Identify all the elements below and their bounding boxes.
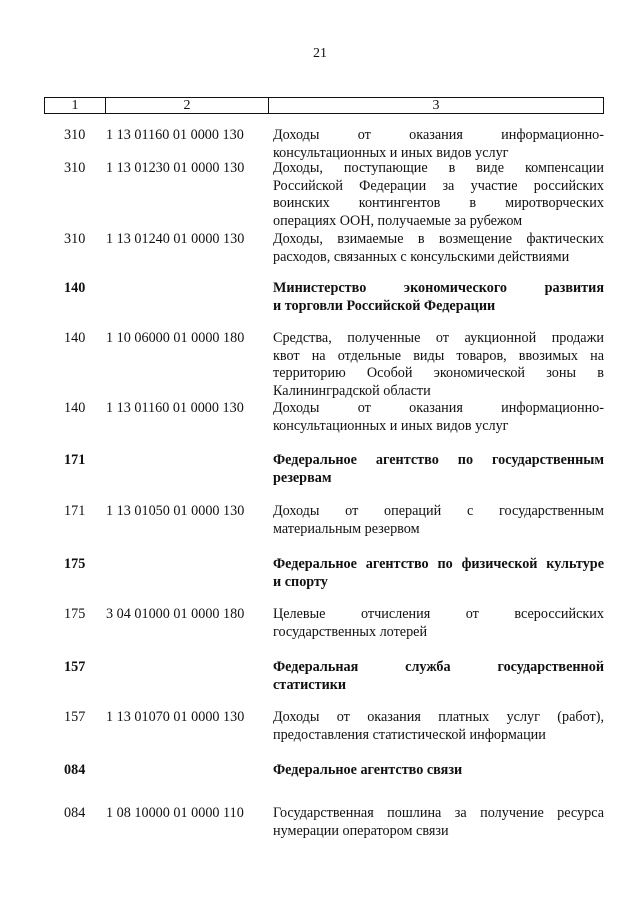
revenue-code-cell: 1 13 01070 01 0000 130 <box>106 709 245 725</box>
text-line: Доходы от оказания информационно- <box>273 400 604 416</box>
table-header <box>44 97 604 114</box>
text-line: государственных лотерей <box>273 623 428 640</box>
page-number: 21 <box>313 46 327 61</box>
text-line: Федеральная служба государственной <box>273 659 604 675</box>
revenue-name-cell <box>273 709 604 744</box>
revenue-name-cell <box>273 160 604 230</box>
revenue-name-cell <box>273 805 604 840</box>
table-header-col-3: 3 <box>432 97 440 113</box>
admin-code-cell: 171 <box>64 503 86 519</box>
text-line: и торговли Российской Федерации <box>273 297 496 314</box>
text-line: нумерации оператором связи <box>273 822 449 839</box>
revenue-name-cell <box>273 503 604 538</box>
revenue-code-cell: 3 04 01000 01 0000 180 <box>106 606 245 622</box>
admin-code-cell: 140 <box>64 280 86 296</box>
admin-code-cell: 175 <box>64 556 86 572</box>
text-line: Доходы, поступающие в виде компенсации <box>273 160 604 176</box>
text-line: Калининградской области <box>273 382 431 399</box>
revenue-name-cell <box>273 127 604 162</box>
revenue-code-cell: 1 10 06000 01 0000 180 <box>106 330 245 346</box>
revenue-name-cell <box>273 606 604 641</box>
revenue-name-cell <box>273 231 604 266</box>
text-line: Средства, полученные от аукционной продажи <box>273 330 604 346</box>
admin-code-cell: 310 <box>64 231 86 247</box>
text-line: Доходы от оказания информационно- <box>273 127 604 143</box>
text-line: Целевые отчисления от всероссийских <box>273 606 604 622</box>
text-line: квот на отдельные виды товаров, ввозимых на <box>273 347 604 364</box>
revenue-name-cell <box>273 330 604 400</box>
text-line: Российской Федерации за участие российских <box>273 177 604 194</box>
admin-code-cell: 157 <box>64 709 86 725</box>
text-line: воинских контингентов в миротворческих <box>273 195 604 211</box>
revenue-code-cell: 1 13 01230 01 0000 130 <box>106 160 245 176</box>
admin-code-cell: 084 <box>64 762 86 778</box>
text-line: консультационных и иных видов услуг <box>273 417 509 434</box>
text-line: Государственная пошлина за получение ресурса <box>273 805 604 821</box>
revenue-code-cell: 1 13 01240 01 0000 130 <box>106 231 245 247</box>
revenue-name-cell <box>273 556 604 591</box>
revenue-code-cell: 1 13 01160 01 0000 130 <box>106 127 244 143</box>
admin-code-cell: 175 <box>64 606 86 622</box>
text-line: статистики <box>273 676 347 693</box>
admin-code-cell: 084 <box>64 805 86 821</box>
admin-code-cell: 140 <box>64 400 86 416</box>
text-line: территорию Особой экономической зоны в <box>273 365 604 381</box>
text-line: Доходы, взимаемые в возмещение фактических <box>273 231 604 247</box>
admin-code-cell: 157 <box>64 659 86 675</box>
revenue-name-cell <box>273 762 604 780</box>
text-line: консультационных и иных видов услуг <box>273 144 509 161</box>
revenue-code-cell: 1 13 01050 01 0000 130 <box>106 503 245 519</box>
text-line: резервам <box>273 469 332 486</box>
admin-code-cell: 140 <box>64 330 86 346</box>
revenue-code-cell: 1 08 10000 01 0000 110 <box>106 805 244 821</box>
admin-code-cell: 171 <box>64 452 86 468</box>
table-header-col-2: 2 <box>106 98 269 113</box>
revenue-name-cell <box>273 452 604 487</box>
text-line: операциях ООН, получаемые за рубежом <box>273 212 523 229</box>
text-line: расходов, связанных с консульскими действиями <box>273 248 570 265</box>
text-line: предоставления статистической информации <box>273 726 546 743</box>
text-line: Доходы от оказания платных услуг (работ), <box>273 709 604 725</box>
admin-code-cell: 310 <box>64 160 86 176</box>
text-line: Федеральное агентство по государственным <box>273 452 604 468</box>
admin-code-cell: 310 <box>64 127 86 143</box>
revenue-name-cell <box>273 400 604 435</box>
revenue-code-cell: 1 13 01160 01 0000 130 <box>106 400 244 416</box>
text-line: Министерство экономического развития <box>273 280 604 296</box>
revenue-name-cell <box>273 659 604 694</box>
text-line: и спорту <box>273 573 328 590</box>
text-line: Доходы от операций с государственным <box>273 503 604 519</box>
table-header-col-1: 1 <box>45 98 106 113</box>
text-line: Федеральное агентство по физической культуре <box>273 556 604 572</box>
revenue-name-cell <box>273 280 604 315</box>
text-line: материальным резервом <box>273 520 420 537</box>
text-line: Федеральное агентство связи <box>273 762 463 778</box>
